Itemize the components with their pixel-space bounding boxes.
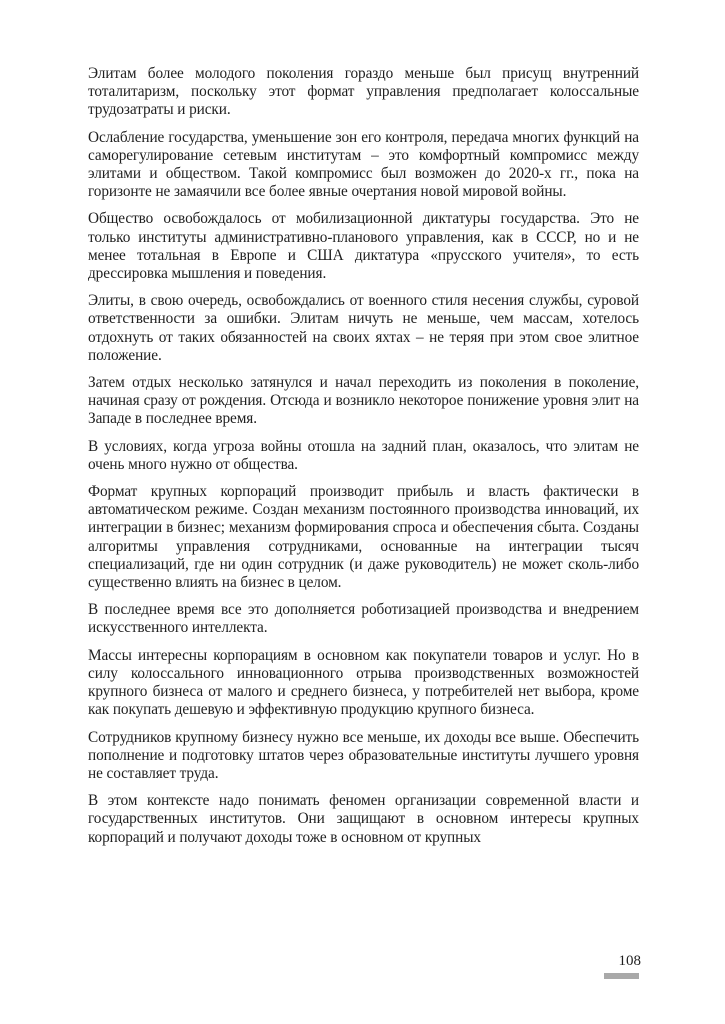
paragraph-6: В условиях, когда угроза войны отошла на задний план, оказалось, что элитам не очень много нужно от общества. xyxy=(88,437,639,473)
page-body xyxy=(88,65,639,856)
paragraph-3: Общество освобождалось от мобилизационной диктатуры государства. Это не только институты административно-планового управления, как в СССР, но и не менее тотальная в Европе и США диктатура «прусского учителя», то есть дрессировка мышления и поведения. xyxy=(88,210,639,283)
page-number-bar xyxy=(604,973,639,979)
paragraph-1: Элитам более молодого поколения гораздо меньше был присущ внутренний тоталитаризм, поскольку этот формат управления предполагает колоссальные трудозатраты и риски. xyxy=(88,65,639,119)
paragraph-5: Затем отдых несколько затянулся и начал переходить из поколения в поколение, начиная сразу от рождения. Отсюда и возникло некоторое понижение уровня элит на Западе в последнее время. xyxy=(88,374,639,428)
page-number: 108 xyxy=(618,953,641,969)
paragraph-8: В последнее время все это дополняется роботизацией производства и внедрением искусственного интеллекта. xyxy=(88,601,639,637)
paragraph-10: Сотрудников крупному бизнесу нужно все меньше, их доходы все выше. Обеспечить пополнение и подготовку штатов через образовательные институты лучшего уровня не составляет труда. xyxy=(88,728,639,782)
paragraph-4: Элиты, в свою очередь, освобождались от военного стиля несения службы, суровой ответственности за ошибки. Элитам ничуть не меньше, чем массам, хотелось отдохнуть от таких обязанностей на своих яхтах – не теряя при этом свое элитное положение. xyxy=(88,292,639,364)
paragraph-7: Формат крупных корпораций производит прибыль и власть фактически в автоматическом режиме. Создан механизм постоянного производства инноваций, их интеграции в бизнес; механизм формирования спроса и обеспечения сбыта. Созданы алгоритмы управления сотрудниками, основанные на интеграции тысяч специализаций, где ни один сотрудник (и даже руководитель) не может сколь-либо существенно влиять на бизнес в целом. xyxy=(88,483,639,592)
paragraph-2: Ослабление государства, уменьшение зон его контроля, передача многих функций на саморегулирование сетевым институтам – это комфортный компромисс между элитами и обществом. Такой компромисс был возможен до 2020-х гг., пока на горизонте не замаячили все более явные очертания новой мировой войны. xyxy=(88,128,639,201)
paragraph-9: Массы интересны корпорациям в основном как покупатели товаров и услуг. Но в силу колоссального инновационного отрыва производственных возможностей крупного бизнеса от малого и среднего бизнеса, у потребителей нет выбора, кроме как покупать дешевую и эффективную продукцию крупного бизнеса. xyxy=(88,646,639,719)
paragraph-11: В этом контексте надо понимать феномен организации современной власти и государственных институтов. Они защищают в основном интересы крупных корпораций и получают доходы тоже в основном от крупных xyxy=(88,792,639,846)
